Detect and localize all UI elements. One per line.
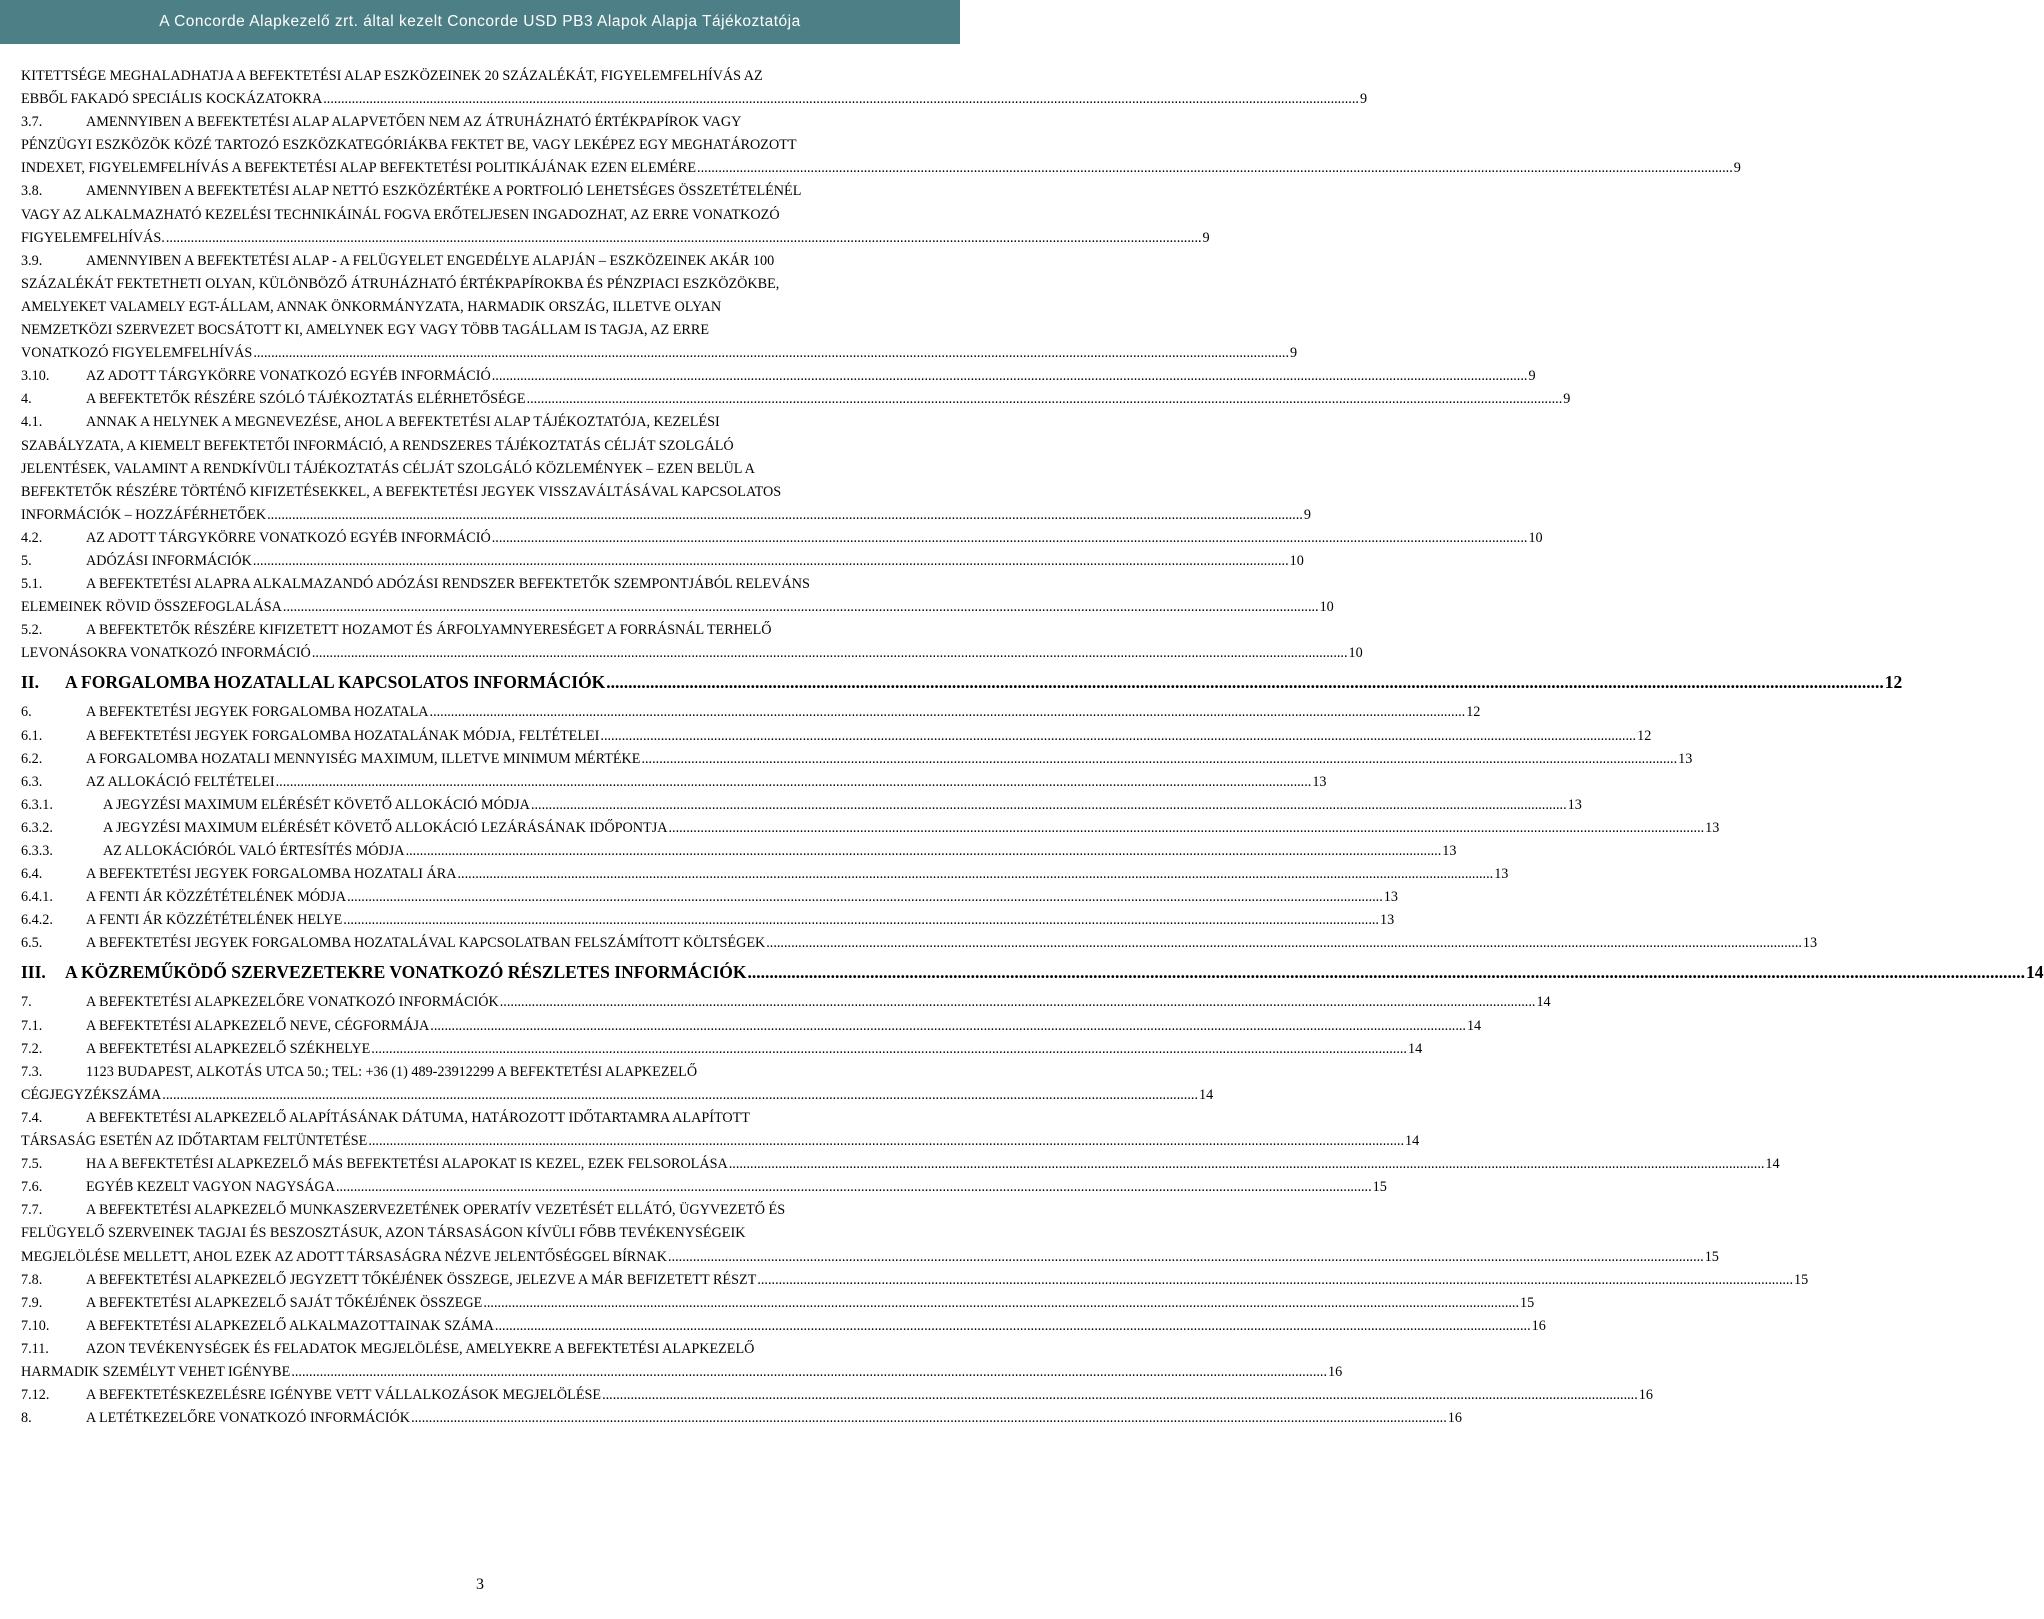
toc-page-number: 12	[1884, 672, 1903, 693]
toc-entry-line	[21, 411, 943, 434]
toc-dot-leader	[312, 642, 1348, 665]
toc-entry[interactable]	[21, 991, 1551, 1014]
toc-entry[interactable]	[21, 550, 1304, 573]
toc-entry-number: 4.	[21, 391, 32, 408]
toc-entry-text: A BEFEKTETÉSI ALAPKEZELŐ SAJÁT TŐKÉJÉNEK ÖSSZEGE	[86, 1294, 483, 1311]
toc-entry[interactable]	[21, 794, 1582, 817]
toc-entry[interactable]	[21, 365, 1536, 388]
toc-entry[interactable]	[21, 250, 1298, 365]
toc-entry-text: A FORGALOMBA HOZATALI MENNYISÉG MAXIMUM, ILLETVE MINIMUM MÉRTÉKE	[86, 750, 641, 767]
toc-page-number: 16	[1531, 1317, 1546, 1334]
toc-entry-line	[21, 771, 1327, 794]
toc-dot-leader	[641, 748, 1677, 771]
toc-dot-leader	[458, 863, 1494, 886]
toc-entry-text: AMENNYIBEN A BEFEKTETÉSI ALAP ALAPVETŐEN NEM AZ ÁTRUHÁZHATÓ ÉRTÉKPAPÍROK VAGY	[86, 114, 742, 131]
toc-entry-line	[21, 180, 943, 203]
toc-dot-leader	[757, 1269, 1793, 1292]
toc-entry-text: LEVONÁSOKRA VONATKOZÓ INFORMÁCIÓ	[21, 645, 311, 662]
toc-entry-number: 7.3.	[21, 1063, 43, 1080]
toc-entry-text: A BEFEKTETÉSI ALAPKEZELŐ SZÉKHELYE	[86, 1040, 371, 1057]
toc-entry-text: KITETTSÉGE MEGHALADHATJA A BEFEKTETÉSI ALAP ESZKÖZEINEK 20 SZÁZALÉKÁT, FIGYELEMFELHÍVÁS AZ	[21, 68, 763, 84]
toc-entry-number: 6.4.	[21, 866, 43, 883]
toc-dot-leader	[602, 1384, 1638, 1407]
toc-entry[interactable]	[21, 65, 1368, 111]
toc-dot-leader	[492, 527, 1528, 550]
toc-entry-text: A JEGYZÉSI MAXIMUM ELÉRÉSÉT KÖVETŐ ALLOKÁCIÓ MÓDJA	[103, 796, 530, 813]
document-header	[0, 0, 960, 44]
toc-entry[interactable]	[21, 886, 1398, 909]
toc-entry[interactable]	[21, 1384, 1653, 1407]
toc-entry-number: 7.4.	[21, 1109, 43, 1126]
toc-entry-number: 3.10.	[21, 368, 50, 385]
toc-entry-line	[21, 619, 943, 642]
toc-entry-line	[21, 1361, 1343, 1384]
toc-page-number: 9	[1563, 391, 1571, 408]
toc-entry-text: A BEFEKTETÉSI ALAPRA ALKALMAZANDÓ ADÓZÁSI RENDSZER BEFEKTETŐK SZEMPONTJÁBÓL RELEVÁNS	[86, 576, 810, 593]
toc-dot-leader	[483, 1292, 1519, 1315]
toc-dot-leader	[600, 725, 1636, 748]
toc-dot-leader	[492, 365, 1528, 388]
toc-entry-text: A BEFEKTETÉSKEZELÉSRE IGÉNYBE VETT VÁLLALKOZÁSOK MEGJELÖLÉSE	[86, 1387, 602, 1404]
toc-entry-line	[21, 504, 1311, 527]
toc-entry[interactable]	[21, 817, 1720, 840]
toc-entry-line	[21, 227, 1210, 250]
toc-entry-number: 4.1.	[21, 414, 43, 431]
toc-section-heading[interactable]	[21, 669, 1903, 695]
toc-page-number: 14	[1466, 1017, 1482, 1034]
toc-dot-leader	[371, 1038, 1407, 1061]
toc-page-number: 12	[1637, 727, 1652, 744]
toc-page-number: 15	[1520, 1294, 1535, 1311]
toc-entry[interactable]	[21, 527, 1543, 550]
toc-entry-number: 6.5.	[21, 935, 43, 952]
toc-entry-text: VONATKOZÓ FIGYELEMFELHÍVÁS	[21, 345, 253, 362]
toc-entry-line	[21, 909, 1395, 932]
toc-entry-text: FIGYELEMFELHÍVÁS.	[21, 229, 165, 246]
toc-entry-number: 6.4.2.	[21, 912, 53, 929]
toc-entry[interactable]	[21, 1061, 1214, 1107]
toc-entry-line	[21, 319, 943, 342]
toc-entry-line	[21, 481, 943, 504]
toc-entry-line	[21, 1269, 1809, 1292]
toc-dot-leader	[276, 771, 1312, 794]
toc-page-number: 13	[1678, 750, 1693, 767]
toc-dot-leader	[766, 932, 1802, 955]
toc-entry-text: A FENTI ÁR KÖZZÉTÉTELÉNEK MÓDJA	[86, 889, 347, 906]
toc-entry[interactable]	[21, 180, 1210, 249]
toc-entry-text: A BEFEKTETÉSI JEGYEK FORGALOMBA HOZATALI ÁRA	[86, 866, 457, 883]
toc-entry-number: 6.2.	[21, 750, 43, 767]
toc-entry-line	[21, 365, 1536, 388]
toc-entry-line	[21, 1199, 943, 1222]
toc-page-number: 13	[1802, 935, 1818, 952]
toc-entry-number: 6.3.	[21, 773, 43, 790]
toc-page-number: 10	[1289, 552, 1304, 569]
toc-entry[interactable]	[21, 1015, 1482, 1038]
toc-dot-leader	[162, 1084, 1198, 1107]
toc-entry[interactable]	[21, 701, 1481, 724]
toc-entry-text: AMENNYIBEN A BEFEKTETÉSI ALAP - A FELÜGYELET ENGEDÉLYE ALAPJÁN – ESZKÖZEINEK AKÁR 100	[86, 252, 775, 269]
toc-entry-line	[21, 435, 943, 458]
toc-entry-number: 7.11.	[21, 1340, 49, 1357]
toc-dot-leader	[748, 959, 2026, 985]
document-header-title: A Concorde Alapkezelő zrt. által kezelt Concorde USD PB3 Alapok Alapja Tájékoztatója	[159, 13, 801, 30]
toc-entry-line	[21, 88, 1368, 111]
toc-page-number: 9	[1202, 229, 1210, 246]
toc-entry[interactable]	[21, 1153, 1780, 1176]
toc-entry-number: 3.9.	[21, 252, 43, 269]
table-of-contents	[21, 65, 2044, 1430]
toc-entry-text: FELÜGYELŐ SZERVEINEK TAGJAI ÉS BESZOSZTÁSUK, AZON TÁRSASÁGON KÍVÜLI FŐBB TEVÉKENYSÉGEIK	[21, 1225, 746, 1242]
toc-entry[interactable]	[21, 909, 1395, 932]
toc-entry-line	[21, 157, 1741, 180]
toc-entry[interactable]	[21, 1199, 1719, 1268]
toc-entry[interactable]	[21, 748, 1693, 771]
toc-entry[interactable]	[21, 1407, 1462, 1430]
toc-entry-text: AMENNYIBEN A BEFEKTETÉSI ALAP NETTÓ ESZKÖZÉRTÉKE A PORTFOLIÓ LEHETSÉGES ÖSSZETÉTELÉNÉL	[86, 183, 802, 200]
toc-page-number: 16	[1447, 1410, 1462, 1427]
toc-page-number: 10	[1348, 645, 1363, 662]
toc-entry[interactable]	[21, 411, 1311, 526]
toc-entry-text: AZ ALLOKÁCIÓRÓL VALÓ ÉRTESÍTÉS MÓDJA	[103, 843, 405, 859]
toc-entry-line	[21, 669, 1903, 695]
toc-entry-number: 6.1.	[21, 727, 43, 744]
toc-entry-number: 7.1.	[21, 1017, 43, 1034]
toc-entry-line	[21, 1061, 943, 1084]
toc-entry[interactable]	[21, 111, 1741, 180]
toc-entry-number: 7.6.	[21, 1179, 43, 1196]
toc-entry-text: INDEXET, FIGYELEMFELHÍVÁS A BEFEKTETÉSI ALAP BEFEKTETÉSI POLITIKÁJÁNAK EZEN ELEMÉRE	[21, 160, 697, 177]
toc-entry-line	[21, 794, 1582, 817]
toc-entry-text: A JEGYZÉSI MAXIMUM ELÉRÉSÉT KÖVETŐ ALLOKÁCIÓ LEZÁRÁSÁNAK IDŐPONTJA	[103, 819, 668, 836]
toc-entry-number: 6.3.3.	[21, 843, 53, 859]
toc-entry-line	[21, 863, 1509, 886]
toc-page-number: 13	[1312, 773, 1327, 790]
toc-entry[interactable]	[21, 388, 1571, 411]
toc-entry-line	[21, 204, 943, 227]
toc-entry-line	[21, 1015, 1482, 1038]
toc-entry-number: 8.	[21, 1410, 32, 1427]
toc-entry-number: 7.7.	[21, 1202, 43, 1219]
toc-entry-line	[21, 701, 1481, 724]
toc-entry-line	[21, 959, 2044, 985]
toc-entry-number: 3.8.	[21, 183, 43, 200]
toc-entry-number: 7.9.	[21, 1294, 43, 1311]
toc-page-number: 13	[1379, 912, 1395, 929]
toc-page-number: 15	[1704, 1248, 1719, 1265]
toc-entry[interactable]	[21, 1269, 1809, 1292]
toc-entry-line	[21, 1084, 1214, 1107]
toc-entry-text: AZ ALLOKÁCIÓ FELTÉTELEI	[86, 773, 275, 790]
toc-entry-text: A BEFEKTETŐK RÉSZÉRE SZÓLÓ TÁJÉKOZTATÁS ELÉRHETŐSÉGE	[86, 391, 526, 408]
toc-dot-leader	[368, 1130, 1404, 1153]
toc-entry-line	[21, 388, 1571, 411]
toc-page-number: 9	[1290, 345, 1298, 362]
toc-page-number: 13	[1442, 843, 1457, 859]
toc-entry[interactable]	[21, 1315, 1546, 1338]
toc-entry[interactable]	[21, 1038, 1423, 1061]
toc-entry-number: 4.2.	[21, 529, 43, 546]
toc-entry[interactable]	[21, 619, 1363, 665]
toc-entry-line	[21, 527, 1543, 550]
toc-dot-leader	[343, 909, 1379, 932]
toc-entry-number: 5.1.	[21, 576, 43, 593]
toc-entry-text: A KÖZREMŰKÖDŐ SZERVEZETEKRE VONATKOZÓ RÉSZLETES INFORMÁCIÓK	[65, 962, 747, 983]
toc-entry-text: HA A BEFEKTETÉSI ALAPKEZELŐ MÁS BEFEKTETÉSI ALAPOKAT IS KEZEL, EZEK FELSOROLÁSA	[86, 1156, 728, 1173]
toc-entry-number: 6.3.2.	[21, 819, 53, 836]
toc-page-number: 16	[1328, 1363, 1343, 1380]
toc-page-number: 13	[1494, 866, 1509, 883]
toc-entry-number: 5.2.	[21, 622, 43, 639]
toc-dot-leader	[430, 1015, 1466, 1038]
toc-entry-number: III.	[21, 962, 46, 983]
toc-dot-leader	[430, 701, 1466, 724]
toc-page-number: 10	[1319, 599, 1334, 616]
toc-page-number: 13	[1383, 889, 1398, 906]
toc-entry-line	[21, 1153, 1780, 1176]
toc-entry-line	[21, 642, 1363, 665]
toc-page-number: 9	[1303, 506, 1311, 523]
toc-entry-text: AZ ADOTT TÁRGYKÖRRE VONATKOZÓ EGYÉB INFORMÁCIÓ	[86, 529, 491, 546]
toc-page-number: 12	[1466, 704, 1481, 721]
toc-entry-text: ANNAK A HELYNEK A MEGNEVEZÉSE, AHOL A BEFEKTETÉSI ALAP TÁJÉKOZTATÓJA, KEZELÉSI	[86, 414, 720, 431]
toc-entry-line	[21, 65, 943, 88]
toc-entry-text: NEMZETKÖZI SZERVEZET BOCSÁTOTT KI, AMELYNEK EGY VAGY TÖBB TAGÁLLAM IS TAGJA, AZ ERRE	[21, 322, 709, 339]
toc-entry-number: II.	[21, 672, 39, 693]
toc-page-number: 14	[2026, 962, 2044, 983]
toc-entry-number: 7.10.	[21, 1317, 50, 1334]
toc-page-number: 14	[1407, 1040, 1423, 1057]
toc-dot-leader	[729, 1153, 1765, 1176]
toc-page-number: 15	[1794, 1271, 1809, 1288]
toc-entry-number: 7.	[21, 994, 32, 1011]
toc-entry-number: 7.12.	[21, 1387, 50, 1404]
toc-entry-text: A BEFEKTETÉSI JEGYEK FORGALOMBA HOZATALÁNAK MÓDJA, FELTÉTELEI	[86, 727, 600, 744]
toc-entry[interactable]	[21, 1292, 1535, 1315]
toc-entry-number: 7.2.	[21, 1040, 43, 1057]
toc-entry-text: AMELYEKET VALAMELY EGT-ÁLLAM, ANNAK ÖNKORMÁNYZATA, HARMADIK ORSZÁG, ILLETVE OLYAN	[21, 298, 722, 315]
toc-entry-line	[21, 1292, 1535, 1315]
toc-entry-number: 6.	[21, 704, 32, 721]
toc-page-number: 14	[1536, 994, 1551, 1011]
toc-entry-text: SZABÁLYZATA, A KIEMELT BEFEKTETŐI INFORMÁCIÓ, A RENDSZERES TÁJÉKOZTATÁS CÉLJÁT SZOLGÁLÓ	[21, 437, 734, 454]
toc-entry-line	[21, 1222, 943, 1245]
toc-entry-text: PÉNZÜGYI ESZKÖZÖK KÖZÉ TARTOZÓ ESZKÖZKATEGÓRIÁKBA FEKTET BE, VAGY LEKÉPEZ EGY MEGHATÁROZOTT	[21, 137, 797, 154]
toc-dot-leader	[411, 1407, 1447, 1430]
toc-entry-line	[21, 1130, 1420, 1153]
toc-entry-text: MEGJELÖLÉSE MELLETT, AHOL EZEK AZ ADOTT TÁRSASÁGRA NÉZVE JELENTŐSÉGGEL BÍRNAK	[21, 1248, 668, 1265]
toc-dot-leader	[253, 342, 1289, 365]
toc-entry-line	[21, 932, 1818, 955]
toc-entry-line	[21, 342, 1298, 365]
toc-entry-line	[21, 296, 943, 319]
toc-entry-text: A BEFEKTETÉSI ALAPKEZELŐ NEVE, CÉGFORMÁJA	[86, 1017, 430, 1034]
toc-dot-leader	[347, 886, 1383, 909]
toc-entry[interactable]	[21, 1176, 1387, 1199]
toc-entry-text: CÉGJEGYZÉKSZÁMA	[21, 1086, 162, 1103]
toc-section-heading[interactable]	[21, 959, 2044, 985]
page-number: 3	[476, 1576, 484, 1593]
toc-entry-text: ELEMEINEK RÖVID ÖSSZEFOGLALÁSA	[21, 599, 282, 616]
toc-entry-line	[21, 840, 1457, 863]
toc-page-number: 15	[1372, 1179, 1387, 1196]
toc-page-number: 9	[1733, 160, 1741, 177]
toc-dot-leader	[697, 157, 1733, 180]
toc-entry-text: ADÓZÁSI INFORMÁCIÓK	[86, 552, 252, 569]
toc-entry-text: HARMADIK SZEMÉLYT VEHET IGÉNYBE	[21, 1363, 291, 1380]
toc-entry[interactable]	[21, 1107, 1420, 1153]
toc-dot-leader	[668, 1246, 1704, 1269]
toc-entry-text: SZÁZALÉKÁT FEKTETHETI OLYAN, KÜLÖNBÖZŐ ÁTRUHÁZHATÓ ÉRTÉKPAPÍROKBA ÉS PÉNZPIACI ESZKÖZÖKBE,	[21, 275, 780, 292]
toc-entry-number: 5.	[21, 552, 32, 569]
toc-entry-text: A FENTI ÁR KÖZZÉTÉTELÉNEK HELYE	[86, 912, 343, 929]
toc-entry-number: 6.4.1.	[21, 889, 53, 906]
toc-entry-line	[21, 1338, 943, 1361]
toc-entry[interactable]	[21, 840, 1457, 863]
toc-entry-line	[21, 134, 943, 157]
toc-entry-text: A LETÉTKEZELŐRE VONATKOZÓ INFORMÁCIÓK	[86, 1410, 411, 1427]
toc-dot-leader	[606, 669, 1884, 695]
toc-entry-text: EGYÉB KEZELT VAGYON NAGYSÁGA	[86, 1179, 335, 1196]
toc-dot-leader	[527, 388, 1563, 411]
toc-entry-text: A BEFEKTETÉSI ALAPKEZELŐ ALKALMAZOTTAINAK SZÁMA	[86, 1317, 494, 1334]
toc-entry-text: AZ ADOTT TÁRGYKÖRRE VONATKOZÓ EGYÉB INFORMÁCIÓ	[86, 368, 491, 385]
toc-entry[interactable]	[21, 573, 1334, 619]
toc-entry-line	[21, 596, 1334, 619]
toc-entry-number: 3.7.	[21, 114, 43, 131]
toc-entry-text: INFORMÁCIÓK – HOZZÁFÉRHETŐEK	[21, 506, 267, 523]
toc-page-number: 14	[1405, 1133, 1420, 1150]
toc-dot-leader	[500, 991, 1536, 1014]
toc-dot-leader	[531, 794, 1567, 817]
toc-dot-leader	[283, 596, 1319, 619]
toc-page-number: 13	[1705, 819, 1720, 836]
toc-page-number: 9	[1528, 368, 1536, 385]
toc-page-number: 14	[1765, 1156, 1780, 1173]
toc-entry-line	[21, 1246, 1719, 1269]
toc-entry[interactable]	[21, 771, 1327, 794]
toc-entry[interactable]	[21, 863, 1509, 886]
toc-entry-text: TÁRSASÁG ESETÉN AZ IDŐTARTAM FELTÜNTETÉSE	[21, 1133, 368, 1150]
toc-entry-text: VAGY AZ ALKALMAZHATÓ KEZELÉSI TECHNIKÁINÁL FOGVA ERŐTELJESEN INGADOZHAT, AZ ERRE VONATKOZÓ	[21, 206, 780, 223]
toc-entry-text: AZON TEVÉKENYSÉGEK ÉS FELADATOK MEGJELÖLÉSE, AMELYEKRE A BEFEKTETÉSI ALAPKEZELŐ	[86, 1340, 755, 1357]
toc-entry-line	[21, 111, 943, 134]
toc-entry-number: 7.5.	[21, 1156, 43, 1173]
toc-entry-text: A BEFEKTETÉSI ALAPKEZELŐ ALAPÍTÁSÁNAK DÁTUMA, HATÁROZOTT IDŐTARTAMRA ALAPÍTOTT	[86, 1109, 750, 1126]
toc-page-number: 10	[1528, 529, 1543, 546]
toc-entry-text: A FORGALOMBA HOZATALLAL KAPCSOLATOS INFORMÁCIÓK	[65, 672, 606, 693]
toc-dot-leader	[336, 1176, 1372, 1199]
toc-entry-line	[21, 1107, 943, 1130]
toc-entry-line	[21, 1384, 1653, 1407]
toc-entry-line	[21, 550, 1304, 573]
toc-dot-leader	[166, 227, 1202, 250]
toc-dot-leader	[291, 1361, 1327, 1384]
toc-entry-line	[21, 1038, 1423, 1061]
toc-entry-line	[21, 725, 1652, 748]
toc-entry-text: 1123 BUDAPEST, ALKOTÁS UTCA 50.; TEL: +36 (1) 489-23912299 A BEFEKTETÉSI ALAPKEZELŐ	[86, 1063, 698, 1080]
toc-page-number: 9	[1359, 91, 1368, 108]
toc-entry-text: BEFEKTETŐK RÉSZÉRE TÖRTÉNŐ KIFIZETÉSEKKEL, A BEFEKTETÉSI JEGYEK VISSZAVÁLTÁSÁVAL KAPCSOLATOS	[21, 483, 782, 500]
toc-entry-line	[21, 458, 943, 481]
toc-dot-leader	[495, 1315, 1531, 1338]
toc-entry-text: A BEFEKTETŐK RÉSZÉRE KIFIZETETT HOZAMOT ÉS ÁRFOLYAMNYERESÉGET A FORRÁSNÁL TERHELŐ	[86, 622, 772, 639]
toc-entry-line	[21, 748, 1693, 771]
toc-dot-leader	[668, 817, 1704, 840]
toc-entry-number: 7.8.	[21, 1271, 43, 1288]
toc-entry-text: A BEFEKTETÉSI ALAPKEZELŐRE VONATKOZÓ INFORMÁCIÓK	[86, 994, 499, 1011]
toc-entry[interactable]	[21, 932, 1818, 955]
toc-entry[interactable]	[21, 1338, 1343, 1384]
toc-dot-leader	[406, 840, 1442, 863]
toc-entry-line	[21, 886, 1398, 909]
toc-dot-leader	[267, 504, 1303, 527]
toc-page-number: 14	[1198, 1086, 1214, 1103]
toc-entry-number: 6.3.1.	[21, 796, 53, 813]
toc-entry-text: A BEFEKTETÉSI ALAPKEZELŐ MUNKASZERVEZETÉNEK OPERATÍV VEZETÉSÉT ELLÁTÓ, ÜGYVEZETŐ ÉS	[86, 1202, 786, 1219]
toc-dot-leader	[253, 550, 1289, 573]
toc-entry-line	[21, 991, 1551, 1014]
toc-dot-leader	[323, 88, 1359, 111]
toc-entry-text: A BEFEKTETÉSI ALAPKEZELŐ JEGYZETT TŐKÉJÉNEK ÖSSZEGE, JELEZVE A MÁR BEFIZETETT RÉSZT	[86, 1271, 757, 1288]
toc-entry-text: JELENTÉSEK, VALAMINT A RENDKÍVÜLI TÁJÉKOZTATÁS CÉLJÁT SZOLGÁLÓ KÖZLEMÉNYEK – EZEN BELÜL A	[21, 460, 755, 477]
toc-page-number: 16	[1638, 1387, 1653, 1404]
toc-page-number: 13	[1567, 796, 1582, 813]
toc-entry-text: EBBŐL FAKADÓ SPECIÁLIS KOCKÁZATOKRA	[21, 91, 323, 108]
toc-entry[interactable]	[21, 725, 1652, 748]
toc-entry-line	[21, 1315, 1546, 1338]
toc-entry-line	[21, 573, 943, 596]
toc-entry-line	[21, 817, 1720, 840]
toc-entry-text: A BEFEKTETÉSI JEGYEK FORGALOMBA HOZATALA	[86, 704, 429, 721]
toc-entry-line	[21, 1407, 1462, 1430]
toc-entry-line	[21, 1176, 1387, 1199]
toc-entry-text: A BEFEKTETÉSI JEGYEK FORGALOMBA HOZATALÁVAL KAPCSOLATBAN FELSZÁMÍTOTT KÖLTSÉGEK	[86, 935, 766, 952]
toc-entry-line	[21, 250, 943, 273]
toc-entry-line	[21, 273, 943, 296]
